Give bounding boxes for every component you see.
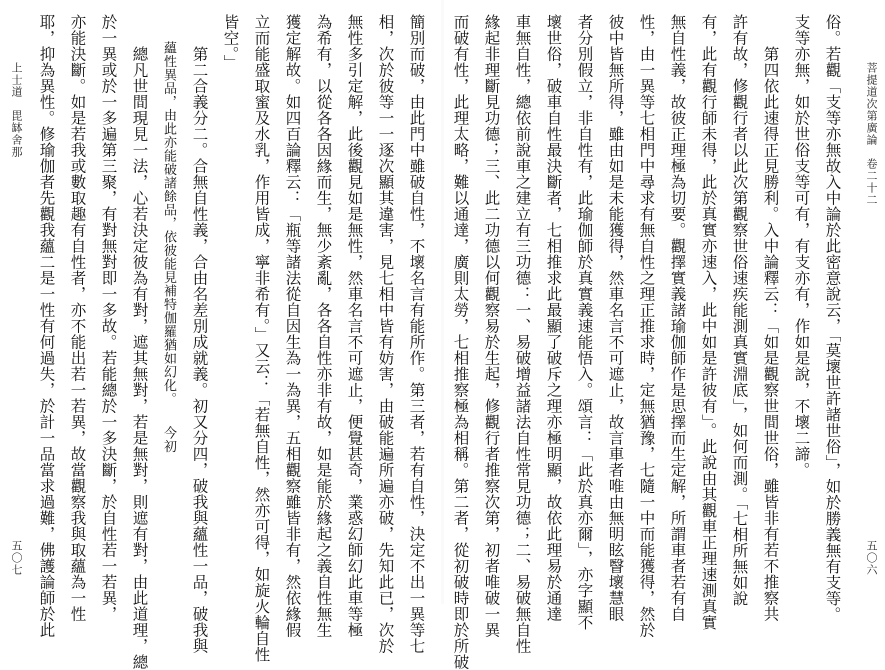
text-line: 俗。若觀「支等亦無故入中論於此密意說云，「莫壞世許諸世俗」，如於勝義無有支等。 (823, 14, 842, 623)
text-line: 許有故，修觀行者以此次第觀察世俗速疾能測真實淵底」，如何而測。「七相所無如說 (730, 14, 749, 607)
text-line: 彼中皆無所得，雖由如是未能獲得，然車名言不可遮止，故言車者唯由無明眩瞖壞慧眼 (606, 14, 625, 622)
text-line: 第四依此速得正見勝利。入中論釋云：「如是觀察世間世俗，雖皆非有若不推察共 (761, 14, 780, 622)
text-line: 有，此有觀行師未得，此於真實亦速入，此中如是許彼有」。此說由其觀車正理速測真實 (699, 14, 718, 631)
left-running-head: 上士道 毘缽舍那 (10, 62, 23, 158)
text-line: 性，由一異等七相門中尋求有無自性之理正推求時，定無猶豫，七隨一中而能獲得，然於 (637, 14, 656, 638)
text-line: 獲定解故。如四百論釋云：「瓶等諸法從自因生為一為異，五相觀察雖皆非有，然依緣假 (283, 14, 302, 638)
left-page-number: 五〇七 (10, 540, 23, 576)
text-line: 為希有，以從各各因緣而生，無少紊亂，各各自性亦非有故，如是能於緣起之義自性無生 (314, 14, 333, 638)
text-line: 簡別而破，由此門中雖破自性，不壞名言有能所作。第三者，若有自性，決定不出一異等七 (407, 14, 426, 654)
text-line: 於一異或於一多遍第三聚，有對無對即一多故。若能總於一多決斷，於自性若一若異， (99, 14, 118, 622)
text-line: 立而能盛取蜜及水乳，作用皆成，寧非希有。」又云：「若無自性，然亦可得，如旋火輪自性 (252, 14, 271, 663)
text-line: 皆空。」 (221, 14, 240, 71)
text-line: 總凡世間現見一法，心若決定彼為有對，遮其無對，若是無對，則遮有對，由此道理，總 (130, 14, 149, 670)
text-line: 車無自性，總依前說車之建立有三功德：一、易破增益諸法自性常見功德；二、易破無自性 (513, 14, 532, 654)
right-page-number: 五〇六 (865, 540, 878, 576)
text-line: 相，次於彼等一一逐次顯其違害，見七相中皆有妨害，由破能遍所遍亦破，先知此已，次於 (376, 14, 395, 654)
text-line: 第二合義分二。合無自性義，合由名差別成就義。初又分四，破我與蘊性一品，破我與 (190, 14, 209, 654)
book-gutter (441, 0, 444, 604)
text-line: 緣起非理斷見功德；三、此二功德以何觀察易於生起，修觀行者推察次第，初者唯破一異 (482, 14, 501, 638)
text-line: 耶，抑為異性。修瑜伽者先觀我蘊二是一性有何過失，於計一品當求過難，佛護論師於此 (37, 14, 56, 638)
text-line: 無性多引定解，此後觀見如是無性，然車名言不可遮止，便覺甚奇，業惑幻師幻此車等極 (345, 14, 364, 638)
text-line: 而破有性，此理太略，難以通達，廣則太勞，七相推察極為相稱。第二者，從初破時即於所破 (451, 14, 470, 670)
text-line-outline: 蘊性異品，由此亦能破諸餘品，依彼能見補特伽羅猶如幻化。 今初 (161, 14, 176, 453)
text-line: 者分別假立，非自性有，此瑜伽師於真實義速能悟入。頌言：「此於真亦爾」，亦字顯不 (575, 14, 594, 631)
text-line: 無自性義，故彼正理極為切要。觀擇實義諸瑜伽師作是思擇而生定解，所謂車者若有自 (668, 14, 687, 622)
right-running-head: 菩提道次第廣論 卷二十二 (865, 62, 878, 206)
text-line: 壞世俗，破車自性最決斷者，七相推求此最顯了破斥之理亦極明顯，故依此理易於通達 (544, 14, 563, 622)
text-line: 亦能決斷。如是若我或數取趣有自性者，亦不能出若一若異，故當觀察我與取蘊為一性 (68, 14, 87, 622)
text-line: 支等亦無，如於世俗支等可有，有支亦有，作如是說，不壞二諦。 (792, 14, 811, 478)
